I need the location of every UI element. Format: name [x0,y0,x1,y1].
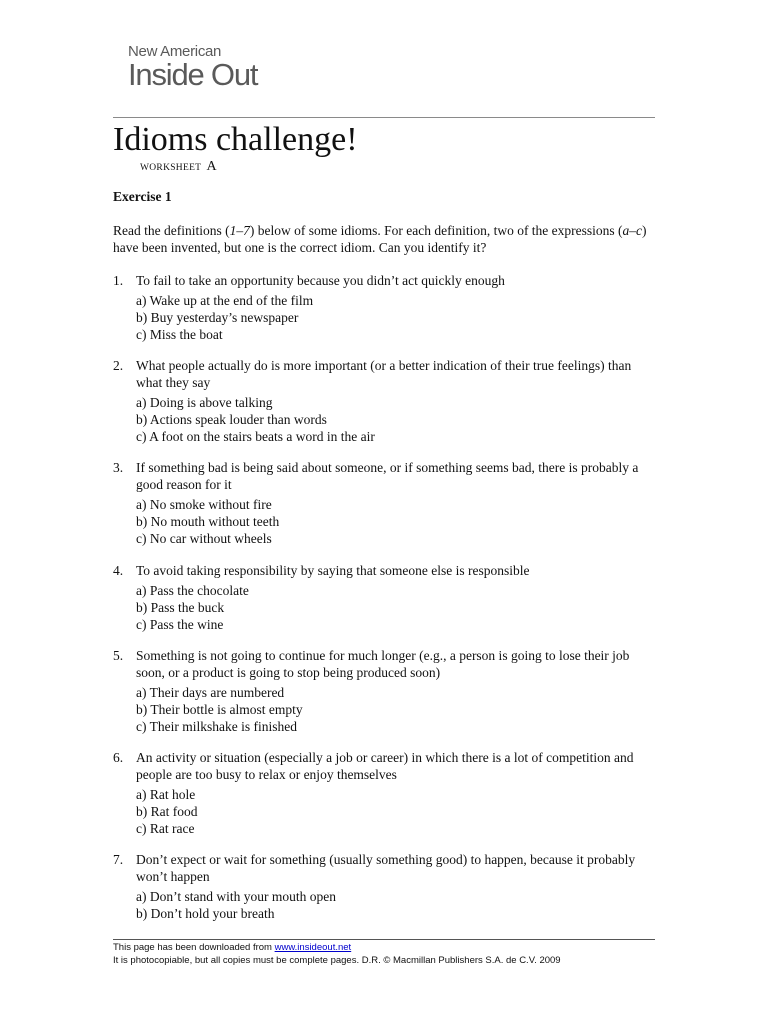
question-6 [113,749,653,837]
question-number: 1. [113,273,124,288]
question-3 [113,459,653,547]
question-number: 6. [113,750,124,765]
option-b: b) Their bottle is almost empty [136,702,303,717]
option-c: c) Their milkshake is finished [136,719,297,734]
question-5 [113,647,653,735]
insideout-link[interactable]: www.insideout.net [274,942,352,953]
option-c: c) No car without wheels [136,531,272,546]
question-number: 2. [113,358,124,373]
brand-logo [128,44,257,90]
footer-download-line: This page has been downloaded from www.insideout.net [113,942,352,953]
header-divider [113,117,655,118]
footer-copyright: It is photocopiable, but all copies must be complete pages. D.R. © Macmillan Publishers S.A. de C.V. 2009 [113,955,561,966]
answer-options [136,888,653,922]
question-number: 5. [113,648,124,663]
question-definition: Something is not going to continue for much longer (e.g., a person is going to lose their job soon, or a product is going to stop being produced soon) [136,648,630,680]
page-title: Idioms challenge! [113,121,358,158]
answer-options [136,684,653,735]
question-definition: What people actually do is more important (or a better indication of their true feelings) than what they say [136,358,632,390]
question-definition: To avoid taking responsibility by saying that someone else is responsible [136,563,530,578]
answer-options [136,786,653,837]
answer-options [136,394,653,445]
option-a: a) No smoke without fire [136,497,272,512]
option-c: c) A foot on the stairs beats a word in the air [136,429,375,444]
question-1 [113,272,653,343]
option-a: a) Don’t stand with your mouth open [136,889,336,904]
question-7 [113,851,653,922]
option-b: b) Buy yesterday’s newspaper [136,310,299,325]
option-a: a) Rat hole [136,787,196,802]
option-a: a) Doing is above talking [136,395,273,410]
option-b: b) No mouth without teeth [136,514,280,529]
instructions: Read the definitions (1–7) below of some idioms. For each definition, two of the expressions (a–c) have been invented, but one is the correct idiom. Can you identify it? [113,223,647,255]
worksheet-letter: A [206,159,217,174]
worksheet-word: WORKSHEET [140,163,202,173]
option-b: b) Actions speak louder than words [136,412,327,427]
option-b: b) Rat food [136,804,198,819]
answer-options [136,292,653,343]
question-definition: If something bad is being said about someone, or if something seems bad, there is probably a good reason for it [136,460,639,492]
option-a: a) Wake up at the end of the film [136,293,314,308]
exercise-heading: Exercise 1 [113,189,172,204]
question-number: 7. [113,852,124,867]
worksheet-label [140,158,217,175]
question-number: 3. [113,460,124,475]
brand-line2: Inside Out [128,57,258,92]
question-definition: Don’t expect or wait for something (usually something good) to happen, because it probably won’t happen [136,852,636,884]
question-number: 4. [113,563,124,578]
question-2 [113,357,653,445]
footer-divider [113,939,655,940]
brand-line1: New American [128,43,222,60]
option-c: c) Pass the wine [136,617,224,632]
answer-options [136,496,653,547]
question-definition: An activity or situation (especially a job or career) in which there is a lot of competition and people are too busy to relax or enjoy themselves [136,750,634,782]
answer-options [136,582,653,633]
question-definition: To fail to take an opportunity because you didn’t act quickly enough [136,273,505,288]
option-b: b) Pass the buck [136,600,225,615]
option-c: c) Miss the boat [136,327,223,342]
question-4 [113,562,653,633]
option-b: b) Don’t hold your breath [136,906,275,921]
option-c: c) Rat race [136,821,195,836]
option-a: a) Pass the chocolate [136,583,249,598]
option-a: a) Their days are numbered [136,685,285,700]
footer [113,941,561,967]
